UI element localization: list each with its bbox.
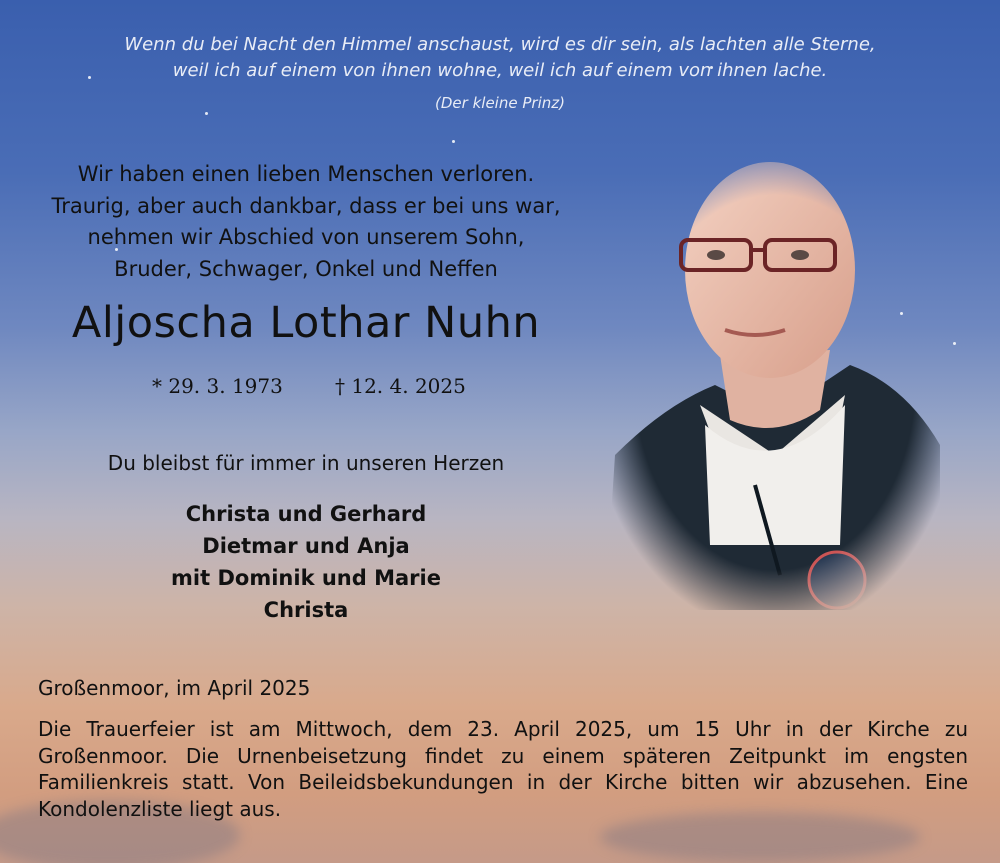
star (953, 342, 956, 345)
motto: Du bleibst für immer in unseren Herzen (107, 451, 505, 475)
intro-line: Wir haben einen lieben Menschen verloren. (77, 162, 535, 186)
star (452, 140, 455, 143)
death-date: † 12. 4. 2025 (335, 374, 466, 398)
funeral-notice: Die Trauerfeier ist am Mittwoch, dem 23. April 2025, um 15 Uhr in der Kirche zu Großenmoor. Die Urnenbeisetzung findet zu einem späteren Zeitpunkt im engsten Familienkreis statt. Von Beileidsbekundungen in der Kirche bitten wir abzusehen. Eine Kondolenzliste liegt aus. (38, 717, 968, 821)
intro-line: nehmen wir Abschied von unserem Sohn, (87, 225, 525, 249)
quote-line: weil ich auf einem von ihnen wohne, weil ich auf einem von ihnen lache. (172, 60, 828, 81)
intro-line: Bruder, Schwager, Onkel und Neffen (114, 256, 498, 281)
place-date: Großenmoor, im April 2025 (38, 676, 311, 700)
family-signatures (30, 498, 582, 626)
intro-line: Traurig, aber auch dankbar, dass er bei uns war, (51, 193, 561, 218)
family-line: Dietmar und Anja (202, 534, 410, 558)
quote-line: Wenn du bei Nacht den Himmel anschaust, wird es dir sein, als lachten alle Sterne, (124, 34, 876, 55)
family-line: Christa (263, 598, 349, 622)
quote-source: (Der kleine Prinz) (435, 94, 565, 112)
portrait-photo (605, 155, 945, 610)
deceased-name: Aljoscha Lothar Nuhn (71, 298, 541, 348)
quote (0, 32, 1000, 84)
family-line: mit Dominik und Marie (171, 566, 441, 590)
birth-date: * 29. 3. 1973 (152, 374, 283, 398)
star (205, 112, 208, 115)
intro-text (30, 159, 582, 285)
family-line: Christa und Gerhard (185, 502, 427, 526)
